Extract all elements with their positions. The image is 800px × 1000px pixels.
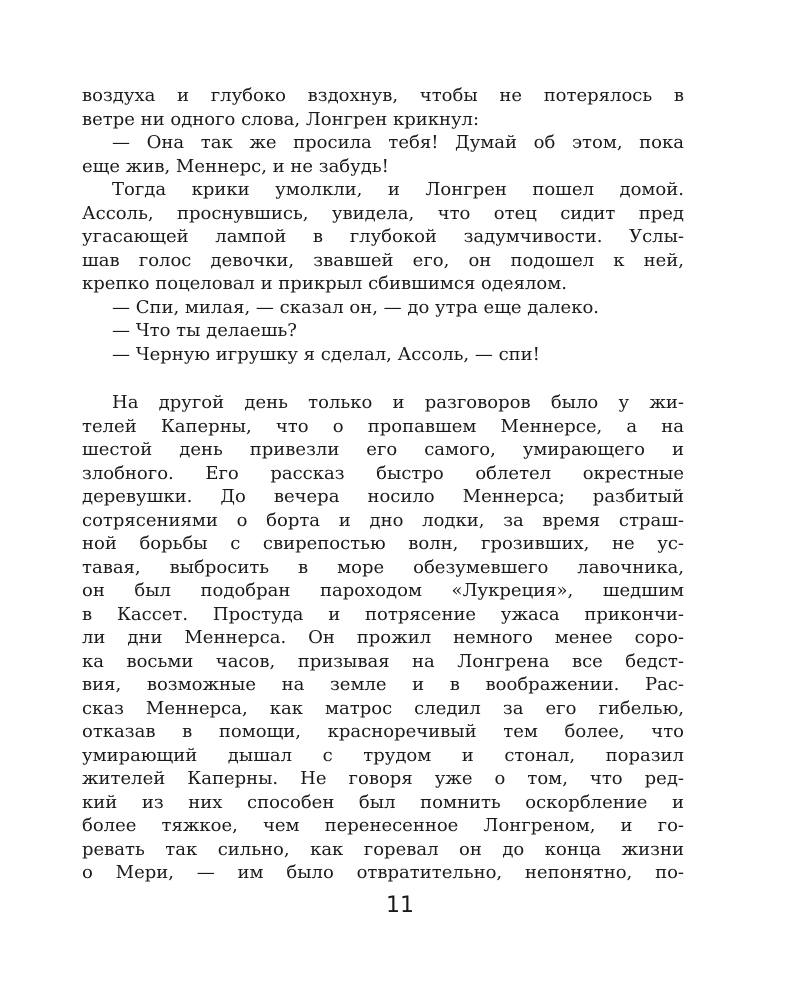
text-line: сотрясениями о борта и дно лодки, за время страш- [82,509,684,531]
text-line: жителей Каперны. Не говоря уже о том, что ред- [82,768,684,789]
text-line: — Что ты делаешь? [112,320,297,341]
text-line: деревушки. До вечера носило Меннерса; разбитый [82,486,684,507]
text-line: — Черную игрушку я сделал, Ассоль, — спи! [112,343,540,365]
text-line: шав голос девочки, звавшей его, он подошел к ней, [82,249,684,271]
text-line: Ассоль, проснувшись, увидела, что отец сидит пред [82,202,684,224]
text-line: о Мери, — им было отвратительно, непонятно, по- [82,862,684,883]
text-line: — Она так же просила тебя! Думай об этом, пока [112,132,684,153]
text-line: телей Каперны, что о пропавшем Меннерсе, а на [82,415,684,437]
text-line: отказав в помощи, красноречивый тем более, что [82,721,684,742]
section-gap [82,366,684,391]
page-text [82,84,684,885]
text-line: злобного. Его рассказ быстро облетел окрестные [82,462,684,484]
text-line: — Спи, милая, — сказал он, — до утра еще далеко. [112,296,600,318]
text-line: в Кассет. Простуда и потрясение ужаса прикончи- [82,603,684,625]
text-line: крепко поцеловал и прикрыл сбившимся одеялом. [82,273,567,294]
text-line: ной борьбы с свирепостью волн, грозивших, не ус- [82,533,684,554]
text-line: Тогда крики умолкли, и Лонгрен пошел домой. [112,179,684,200]
text-line: еще жив, Меннерс, и не забудь! [82,155,389,177]
text-line: угасающей лампой в глубокой задумчивости. Услы- [82,226,684,247]
text-line: тавая, выбросить в море обезумевшего лавочника, [82,556,684,578]
text-line: ли дни Меннерса. Он прожил немного менее соро- [82,627,684,648]
text-line: он был подобран пароходом «Лукреция», шедшим [82,580,684,601]
text-line: шестой день привезли его самого, умирающего и [82,439,684,460]
text-line: вия, возможные на земле и в воображении. Рас- [82,674,684,695]
text-line: сказ Меннерса, как матрос следил за его гибелью, [82,697,684,719]
text-line: ревать так сильно, как горевал он до конца жизни [82,838,684,860]
text-line: более тяжкое, чем перенесенное Лонгреном, и го- [82,815,684,836]
text-line: ка восьми часов, призывая на Лонгрена все бедст- [82,650,684,672]
text-line: воздуха и глубоко вздохнув, чтобы не потерялось в [82,85,684,106]
text-line: кий из них способен был помнить оскорбление и [82,791,684,813]
text-line: ветре ни одного слова, Лонгрен крикнул: [82,108,480,130]
page-number: 11 [386,893,414,918]
text-line: На другой день только и разговоров было у жи- [112,392,684,413]
text-line: умирающий дышал с трудом и стонал, поразил [82,744,684,766]
